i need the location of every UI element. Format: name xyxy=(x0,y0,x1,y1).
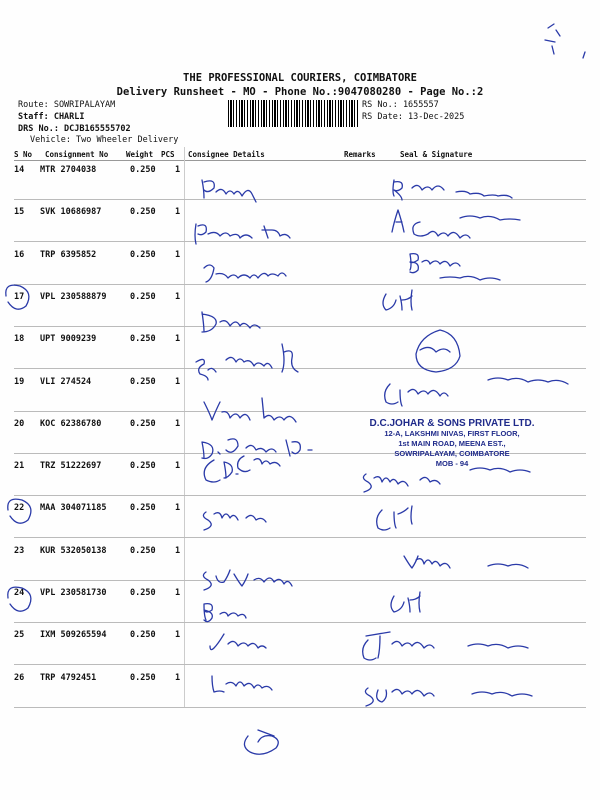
row-pcs: 1 xyxy=(175,291,181,302)
row-pcs: 1 xyxy=(175,461,181,472)
consignee-sign-14 xyxy=(202,180,256,202)
row-consignment: IXM 509265594 xyxy=(40,630,107,641)
consignee-sign-24 xyxy=(204,604,246,622)
row-consignment: KOC 62386780 xyxy=(40,418,102,429)
consignee-sign-15 xyxy=(195,224,290,244)
row-weight: 0.250 xyxy=(130,588,156,598)
col-pcs: PCS xyxy=(161,150,175,159)
signature-14 xyxy=(393,180,512,200)
col-seal: Seal & Signature xyxy=(400,150,473,159)
row-consignment: VLI 274524 xyxy=(40,376,92,387)
row-sno: 20 xyxy=(14,418,25,429)
signature-23 xyxy=(404,556,528,568)
row-pcs: 1 xyxy=(175,418,181,429)
stamp-line-4: MOB - 94 xyxy=(435,459,469,468)
col-consignee: Consignee Details xyxy=(188,150,265,159)
signature-18 xyxy=(416,330,460,372)
consignee-sign-22 xyxy=(203,512,266,530)
row-weight: 0.250 xyxy=(130,291,156,302)
staff-label: Staff: CHARLI xyxy=(18,112,85,122)
signature-19 xyxy=(385,378,568,406)
col-consignment: Consignment No xyxy=(45,150,109,159)
row-consignment: UPT 9009239 xyxy=(40,334,97,345)
row-weight: 0.250 xyxy=(130,418,156,429)
consignee-sign-16 xyxy=(204,265,286,282)
col-sno: S No xyxy=(14,150,33,159)
circle-mark-22 xyxy=(8,499,31,523)
row-consignment: MAA 304071185 xyxy=(40,503,107,514)
consignee-sign-26 xyxy=(212,676,272,692)
consignee-sign-25 xyxy=(210,634,266,650)
row-sno: 14 xyxy=(14,165,25,175)
row-consignment: MTR 2704038 xyxy=(40,165,97,175)
row-weight: 0.250 xyxy=(130,376,156,387)
rs-date: RS Date: 13-Dec-2025 xyxy=(362,112,465,122)
row-sno: 25 xyxy=(14,630,25,641)
row-pcs: 1 xyxy=(175,588,181,598)
circle-mark-17 xyxy=(6,285,29,309)
row-sno: 19 xyxy=(14,376,25,387)
row-sno: 17 xyxy=(14,291,25,302)
row-consignment: SVK 10686987 xyxy=(40,207,102,218)
stamp-name: D.C.JOHAR & SONS PRIVATE LTD. xyxy=(369,418,535,429)
row-pcs: 1 xyxy=(175,165,181,175)
page-title: THE PROFESSIONAL COURIERS, COIMBATORE xyxy=(183,72,417,84)
col-weight: Weight xyxy=(126,150,154,159)
row-weight: 0.250 xyxy=(130,503,156,514)
row-sno: 18 xyxy=(14,334,25,345)
consignee-sign-23 xyxy=(203,570,292,590)
row-pcs: 1 xyxy=(175,545,181,556)
row-weight: 0.250 xyxy=(130,249,156,260)
signature-16 xyxy=(410,254,500,280)
row-pcs: 1 xyxy=(175,334,181,345)
corner-mark xyxy=(545,24,585,58)
row-pcs: 1 xyxy=(175,503,181,514)
row-sno: 23 xyxy=(14,545,25,556)
consignee-sign-20 xyxy=(202,439,312,459)
signature-21 xyxy=(363,468,530,492)
signature-17 xyxy=(383,290,412,310)
row-consignment: TRZ 51222697 xyxy=(40,461,102,472)
row-weight: 0.250 xyxy=(130,461,156,472)
row-pcs: 1 xyxy=(175,249,181,260)
rs-number: RS No.: 1655557 xyxy=(362,100,439,110)
row-sno: 22 xyxy=(14,503,25,514)
row-weight: 0.250 xyxy=(130,630,156,641)
stamp-line-2: 1st MAIN ROAD, MEENA EST., xyxy=(398,439,506,448)
vehicle-label: Vehicle: Two Wheeler Delivery xyxy=(30,135,179,145)
row-consignment: KUR 532050138 xyxy=(40,545,107,556)
row-sno: 15 xyxy=(14,207,25,218)
row-consignment: TRP 6395852 xyxy=(40,249,97,260)
signature-22 xyxy=(377,506,412,530)
row-consignment: VPL 230581730 xyxy=(40,588,107,598)
bottom-scribble xyxy=(244,730,278,754)
drs-label: DRS No.: DCJB165555702 xyxy=(18,124,131,134)
circle-mark-24 xyxy=(8,587,31,611)
row-weight: 0.250 xyxy=(130,165,156,175)
consignee-sign-18 xyxy=(196,344,298,380)
row-sno: 21 xyxy=(14,461,25,472)
row-pcs: 1 xyxy=(175,672,181,683)
row-weight: 0.250 xyxy=(130,334,156,345)
row-weight: 0.250 xyxy=(130,207,156,218)
row-sno: 24 xyxy=(14,588,25,598)
signature-15 xyxy=(392,210,520,238)
row-pcs: 1 xyxy=(175,376,181,387)
row-consignment: VPL 230588879 xyxy=(40,291,107,302)
col-remarks: Remarks xyxy=(344,150,376,159)
row-sno: 26 xyxy=(14,672,25,683)
row-sno: 16 xyxy=(14,249,25,260)
consignee-sign-19 xyxy=(204,398,296,422)
signature-25 xyxy=(363,632,528,660)
row-weight: 0.250 xyxy=(130,672,156,683)
consignee-sign-21 xyxy=(204,456,280,482)
page-subtitle: Delivery Runsheet - MO - Phone No.:9047080280 - Page No.:2 xyxy=(116,86,484,98)
row-weight: 0.250 xyxy=(130,545,156,556)
company-stamp xyxy=(352,418,552,469)
route-label: Route: SOWRIPALAYAM xyxy=(18,100,116,110)
row-pcs: 1 xyxy=(175,630,181,641)
consignee-sign-17 xyxy=(202,312,260,332)
signature-24 xyxy=(391,592,420,612)
stamp-line-3: SOWRIPALAYAM, COIMBATORE xyxy=(394,449,510,458)
stamp-line-1: 12-A, LAKSHMI NIVAS, FIRST FLOOR, xyxy=(384,429,520,438)
row-pcs: 1 xyxy=(175,207,181,218)
row-consignment: TRP 4792451 xyxy=(40,672,97,683)
signature-26 xyxy=(365,688,532,706)
